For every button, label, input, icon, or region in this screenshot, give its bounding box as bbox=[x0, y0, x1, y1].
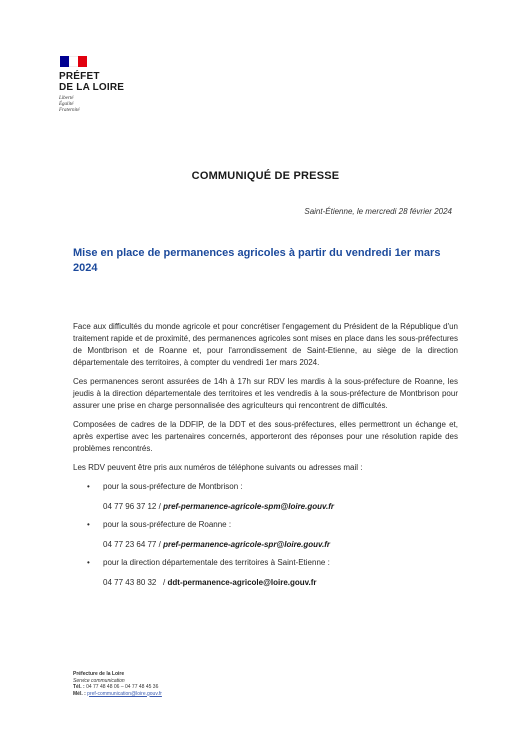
footer bbox=[73, 671, 162, 697]
contact-item bbox=[73, 519, 458, 551]
bullet-icon: • bbox=[87, 558, 90, 567]
headline: Mise en place de permanences agricoles à partir du vendredi 1er mars 2024 bbox=[73, 247, 441, 274]
contact-label: pour la sous-préfecture de Roanne : bbox=[103, 520, 232, 529]
footer-tel-value[interactable]: 04 77 48 48 06 – 04 77 48 45 36 bbox=[86, 684, 159, 690]
footer-service: Service communication bbox=[73, 677, 125, 684]
logo-line-2: DE LA LOIRE bbox=[59, 82, 125, 93]
bullet-icon: • bbox=[87, 520, 90, 529]
contact-email-link[interactable]: pref-permanence-agricole-spm@loire.gouv.fr bbox=[163, 502, 335, 511]
flag-icon bbox=[60, 56, 87, 67]
paragraph: Ces permanences seront assurées de 14h à 17h sur RDV les mardis à la sous-préfecture de Roanne, les jeudis à la direction départementale des territoires et les vendredis à la sous-préfecture de Montbrison pour assurer une prise en charge personnalisée des agriculteurs qui rencontrent de difficultés. bbox=[73, 377, 458, 410]
paragraph: Face aux difficultés du monde agricole et pour concrétiser l'engagement du Président de la République d'un traitement rapide et de proximité, des permanences agricoles sont mises en place dans les sous-préfectures de Montbrison et de Roanne et, pour l'arrondissement de Saint-Etienne, au siège de la direction départementale des territoires, à compter du vendredi 1er mars 2024. bbox=[73, 322, 458, 367]
document-title: COMMUNIQUÉ DE PRESSE bbox=[191, 170, 340, 182]
footer-mail-link[interactable]: pref-communication@loire.gouv.fr bbox=[87, 690, 162, 697]
footer-org: Préfecture de la Loire bbox=[73, 671, 125, 677]
contact-phone[interactable]: 04 77 23 64 77 / bbox=[103, 540, 164, 549]
contact-item bbox=[73, 557, 458, 589]
contact-label: pour la sous-préfecture de Montbrison : bbox=[103, 482, 243, 491]
logo-text bbox=[59, 71, 179, 93]
paragraph: Les RDV peuvent être pris aux numéros de téléphone suivants ou adresses mail : bbox=[73, 463, 363, 472]
footer-mail bbox=[73, 691, 162, 698]
logo-line-1: PRÉFET bbox=[59, 71, 100, 82]
contact-phone[interactable]: 04 77 96 37 12 / bbox=[103, 502, 164, 511]
footer-mail-label: Mél. : bbox=[73, 690, 88, 697]
document-body bbox=[73, 321, 458, 595]
contact-email-link[interactable]: ddt-permanence-agricole@loire.gouv.fr bbox=[167, 578, 317, 587]
motto-fraternite: Fraternité bbox=[59, 108, 80, 113]
paragraph: Composées de cadres de la DDFIP, de la DDT et des sous-préfectures, elles permettront un échange et, après expertise avec les partenaires concernés, apporteront des réponses pour une résolution rapide des problèmes rencontrés. bbox=[73, 420, 458, 453]
contact-list bbox=[73, 481, 458, 589]
motto-liberte: Liberté bbox=[59, 96, 74, 101]
contact-email-link[interactable]: pref-permanence-agricole-spr@loire.gouv.fr bbox=[163, 540, 331, 549]
prefet-logo bbox=[59, 56, 179, 114]
footer-tel-label: Tél. : bbox=[73, 684, 87, 690]
republic-motto bbox=[59, 96, 179, 114]
document-date: Saint-Étienne, le mercredi 28 février 2024 bbox=[304, 207, 452, 216]
contact-item bbox=[73, 481, 458, 513]
contact-phone[interactable]: 04 77 43 80 32 / bbox=[103, 578, 168, 587]
motto-egalite: Égalité bbox=[59, 102, 74, 107]
bullet-icon: • bbox=[87, 482, 90, 491]
contact-label: pour la direction départementale des territoires à Saint-Etienne : bbox=[103, 558, 330, 567]
